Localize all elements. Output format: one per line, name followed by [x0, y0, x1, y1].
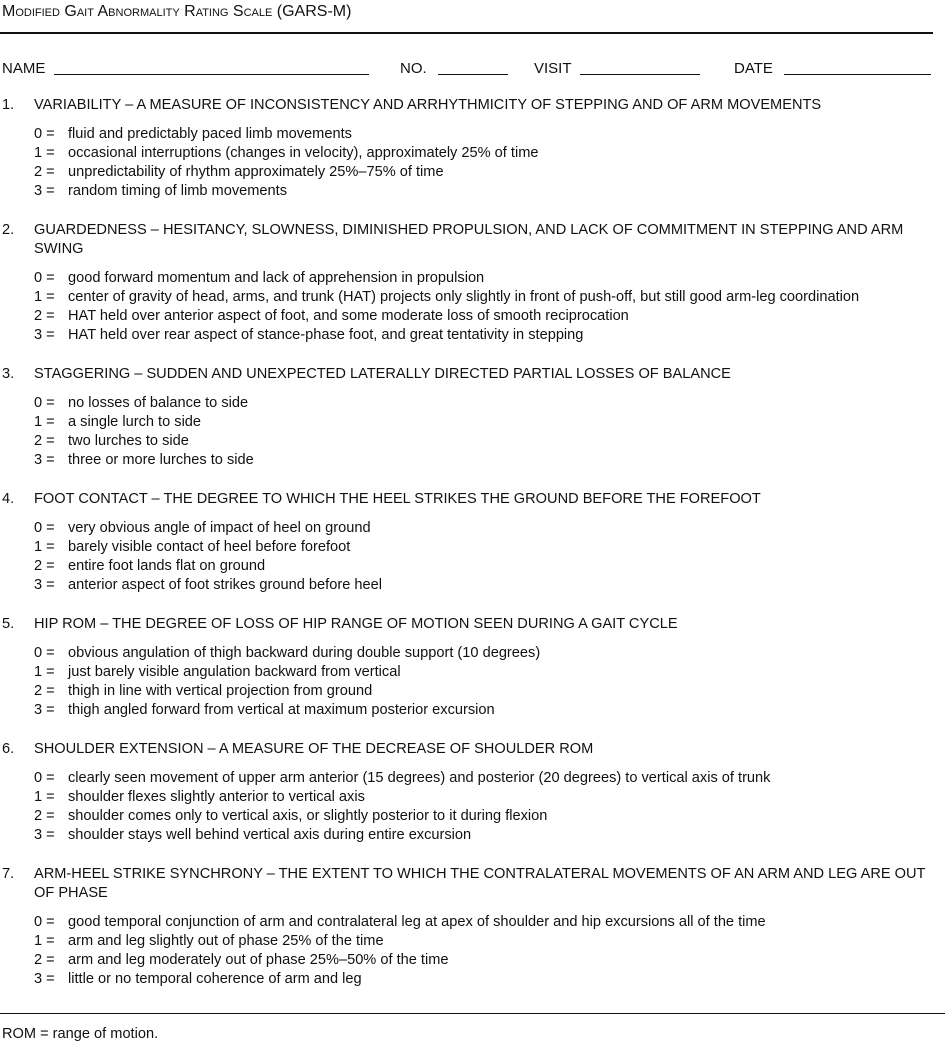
- footnote: ROM = range of motion.: [2, 1026, 159, 1042]
- rating-score: 1 =: [34, 933, 55, 949]
- rating-option: [0, 144, 945, 163]
- section-number: 3.: [2, 366, 15, 382]
- date-field[interactable]: [784, 59, 931, 75]
- rating-score: 3 =: [34, 827, 55, 843]
- footnote-divider: [0, 1013, 945, 1014]
- rating-score: 1 =: [34, 539, 55, 555]
- rating-option: [0, 970, 945, 989]
- rating-option: [0, 451, 945, 470]
- section-title: GUARDEDNESS – HESITANCY, SLOWNESS, DIMINISHED PROPULSION, AND LACK OF COMMITMENT IN STEPPING AND ARM SWING: [34, 222, 904, 257]
- name-field[interactable]: [54, 59, 369, 75]
- rating-description: random timing of limb movements: [68, 183, 287, 199]
- rating-description: anterior aspect of foot strikes ground before heel: [68, 577, 382, 593]
- rating-sections: [0, 96, 945, 1009]
- rating-option: [0, 557, 945, 576]
- rating-option: [0, 682, 945, 701]
- rating-description: shoulder comes only to vertical axis, or slightly posterior to it during flexion: [68, 808, 548, 824]
- rating-description: obvious angulation of thigh backward during double support (10 degrees): [68, 645, 541, 661]
- rating-option: [0, 413, 945, 432]
- section-heading: [0, 96, 945, 115]
- rating-option: [0, 807, 945, 826]
- rating-score: 2 =: [34, 308, 55, 324]
- section-4: [0, 490, 945, 595]
- rating-score: 0 =: [34, 914, 55, 930]
- rating-score: 3 =: [34, 702, 55, 718]
- rating-option: [0, 182, 945, 201]
- rating-option: [0, 394, 945, 413]
- section-heading: [0, 740, 945, 759]
- section-heading: [0, 615, 945, 634]
- rating-score: 0 =: [34, 270, 55, 286]
- rating-description: two lurches to side: [68, 433, 189, 449]
- no-label: NO.: [400, 60, 427, 77]
- rating-option: [0, 269, 945, 288]
- rating-description: thigh angled forward from vertical at maximum posterior excursion: [68, 702, 495, 718]
- rating-description: occasional interruptions (changes in velocity), approximately 25% of time: [68, 145, 539, 161]
- rating-description: barely visible contact of heel before forefoot: [68, 539, 351, 555]
- rating-description: very obvious angle of impact of heel on ground: [68, 520, 371, 536]
- section-heading: [0, 490, 945, 509]
- rating-description: unpredictability of rhythm approximately 25%–75% of time: [68, 164, 444, 180]
- section-title: STAGGERING – SUDDEN AND UNEXPECTED LATERALLY DIRECTED PARTIAL LOSSES OF BALANCE: [34, 366, 731, 382]
- rating-description: a single lurch to side: [68, 414, 202, 430]
- section-2: [0, 221, 945, 345]
- rating-description: good temporal conjunction of arm and contralateral leg at apex of shoulder and hip excursions all of the time: [68, 914, 766, 930]
- section-number: 5.: [2, 616, 15, 632]
- section-5: [0, 615, 945, 720]
- rating-score: 0 =: [34, 395, 55, 411]
- rating-score: 2 =: [34, 558, 55, 574]
- rating-description: center of gravity of head, arms, and trunk (HAT) projects only slightly in front of push-off, but still good arm-leg coordination: [68, 289, 860, 305]
- rating-description: HAT held over rear aspect of stance-phase foot, and great tentativity in stepping: [68, 327, 584, 343]
- section-title: SHOULDER EXTENSION – A MEASURE OF THE DECREASE OF SHOULDER ROM: [34, 741, 594, 757]
- rating-description: arm and leg moderately out of phase 25%–50% of the time: [68, 952, 449, 968]
- rating-score: 1 =: [34, 414, 55, 430]
- rating-score: 2 =: [34, 164, 55, 180]
- rating-score: 0 =: [34, 126, 55, 142]
- title-divider: [0, 32, 933, 34]
- rating-description: good forward momentum and lack of apprehension in propulsion: [68, 270, 485, 286]
- rating-score: 2 =: [34, 808, 55, 824]
- section-1: [0, 96, 945, 201]
- rating-option: [0, 538, 945, 557]
- section-number: 2.: [2, 222, 15, 238]
- no-field[interactable]: [438, 59, 508, 75]
- rating-option: [0, 519, 945, 538]
- rating-option: [0, 951, 945, 970]
- rating-description: arm and leg slightly out of phase 25% of the time: [68, 933, 384, 949]
- patient-info-row: [2, 59, 942, 79]
- rating-option: [0, 576, 945, 595]
- rating-option: [0, 769, 945, 788]
- rating-score: 1 =: [34, 789, 55, 805]
- section-number: 4.: [2, 491, 15, 507]
- section-6: [0, 740, 945, 845]
- section-heading: [0, 865, 945, 903]
- rating-option: [0, 826, 945, 845]
- rating-description: thigh in line with vertical projection from ground: [68, 683, 373, 699]
- date-label: DATE: [734, 60, 773, 77]
- name-label: NAME: [2, 60, 46, 77]
- rating-score: 1 =: [34, 145, 55, 161]
- rating-description: just barely visible angulation backward from vertical: [68, 664, 401, 680]
- section-number: 6.: [2, 741, 15, 757]
- section-3: [0, 365, 945, 470]
- rating-option: [0, 307, 945, 326]
- rating-option: [0, 432, 945, 451]
- rating-option: [0, 644, 945, 663]
- rating-score: 3 =: [34, 577, 55, 593]
- section-title: FOOT CONTACT – THE DEGREE TO WHICH THE HEEL STRIKES THE GROUND BEFORE THE FOREFOOT: [34, 491, 761, 507]
- rating-option: [0, 288, 945, 307]
- rating-description: little or no temporal coherence of arm and leg: [68, 971, 362, 987]
- rating-option: [0, 163, 945, 182]
- section-title: VARIABILITY – A MEASURE OF INCONSISTENCY AND ARRHYTHMICITY OF STEPPING AND OF ARM MOVEMENTS: [34, 97, 822, 113]
- rating-score: 3 =: [34, 183, 55, 199]
- section-number: 1.: [2, 97, 15, 113]
- rating-score: 0 =: [34, 770, 55, 786]
- section-heading: [0, 365, 945, 384]
- rating-option: [0, 701, 945, 720]
- rating-description: three or more lurches to side: [68, 452, 254, 468]
- visit-field[interactable]: [580, 59, 700, 75]
- rating-description: shoulder flexes slightly anterior to vertical axis: [68, 789, 365, 805]
- rating-score: 1 =: [34, 289, 55, 305]
- rating-description: shoulder stays well behind vertical axis during entire excursion: [68, 827, 472, 843]
- rating-description: fluid and predictably paced limb movements: [68, 126, 352, 142]
- rating-description: no losses of balance to side: [68, 395, 249, 411]
- rating-score: 2 =: [34, 683, 55, 699]
- rating-option: [0, 788, 945, 807]
- rating-description: HAT held over anterior aspect of foot, and some moderate loss of smooth reciprocation: [68, 308, 629, 324]
- visit-label: VISIT: [534, 60, 572, 77]
- rating-option: [0, 913, 945, 932]
- rating-score: 0 =: [34, 520, 55, 536]
- rating-score: 3 =: [34, 971, 55, 987]
- rating-description: clearly seen movement of upper arm anterior (15 degrees) and posterior (20 degrees) to vertical axis of trunk: [68, 770, 771, 786]
- rating-option: [0, 125, 945, 144]
- section-title: ARM-HEEL STRIKE SYNCHRONY – THE EXTENT TO WHICH THE CONTRALATERAL MOVEMENTS OF AN ARM AND LEG ARE OUT OF PHASE: [34, 866, 926, 901]
- section-7: [0, 865, 945, 989]
- rating-score: 3 =: [34, 327, 55, 343]
- section-title: HIP ROM – THE DEGREE OF LOSS OF HIP RANGE OF MOTION SEEN DURING A GAIT CYCLE: [34, 616, 678, 632]
- rating-score: 2 =: [34, 952, 55, 968]
- form-title: Modified Gait Abnormality Rating Scale (GARS-M): [2, 3, 352, 20]
- rating-score: 2 =: [34, 433, 55, 449]
- rating-score: 0 =: [34, 645, 55, 661]
- rating-option: [0, 326, 945, 345]
- rating-option: [0, 932, 945, 951]
- rating-score: 3 =: [34, 452, 55, 468]
- section-number: 7.: [2, 866, 15, 882]
- section-heading: [0, 221, 945, 259]
- rating-score: 1 =: [34, 664, 55, 680]
- rating-description: entire foot lands flat on ground: [68, 558, 266, 574]
- rating-option: [0, 663, 945, 682]
